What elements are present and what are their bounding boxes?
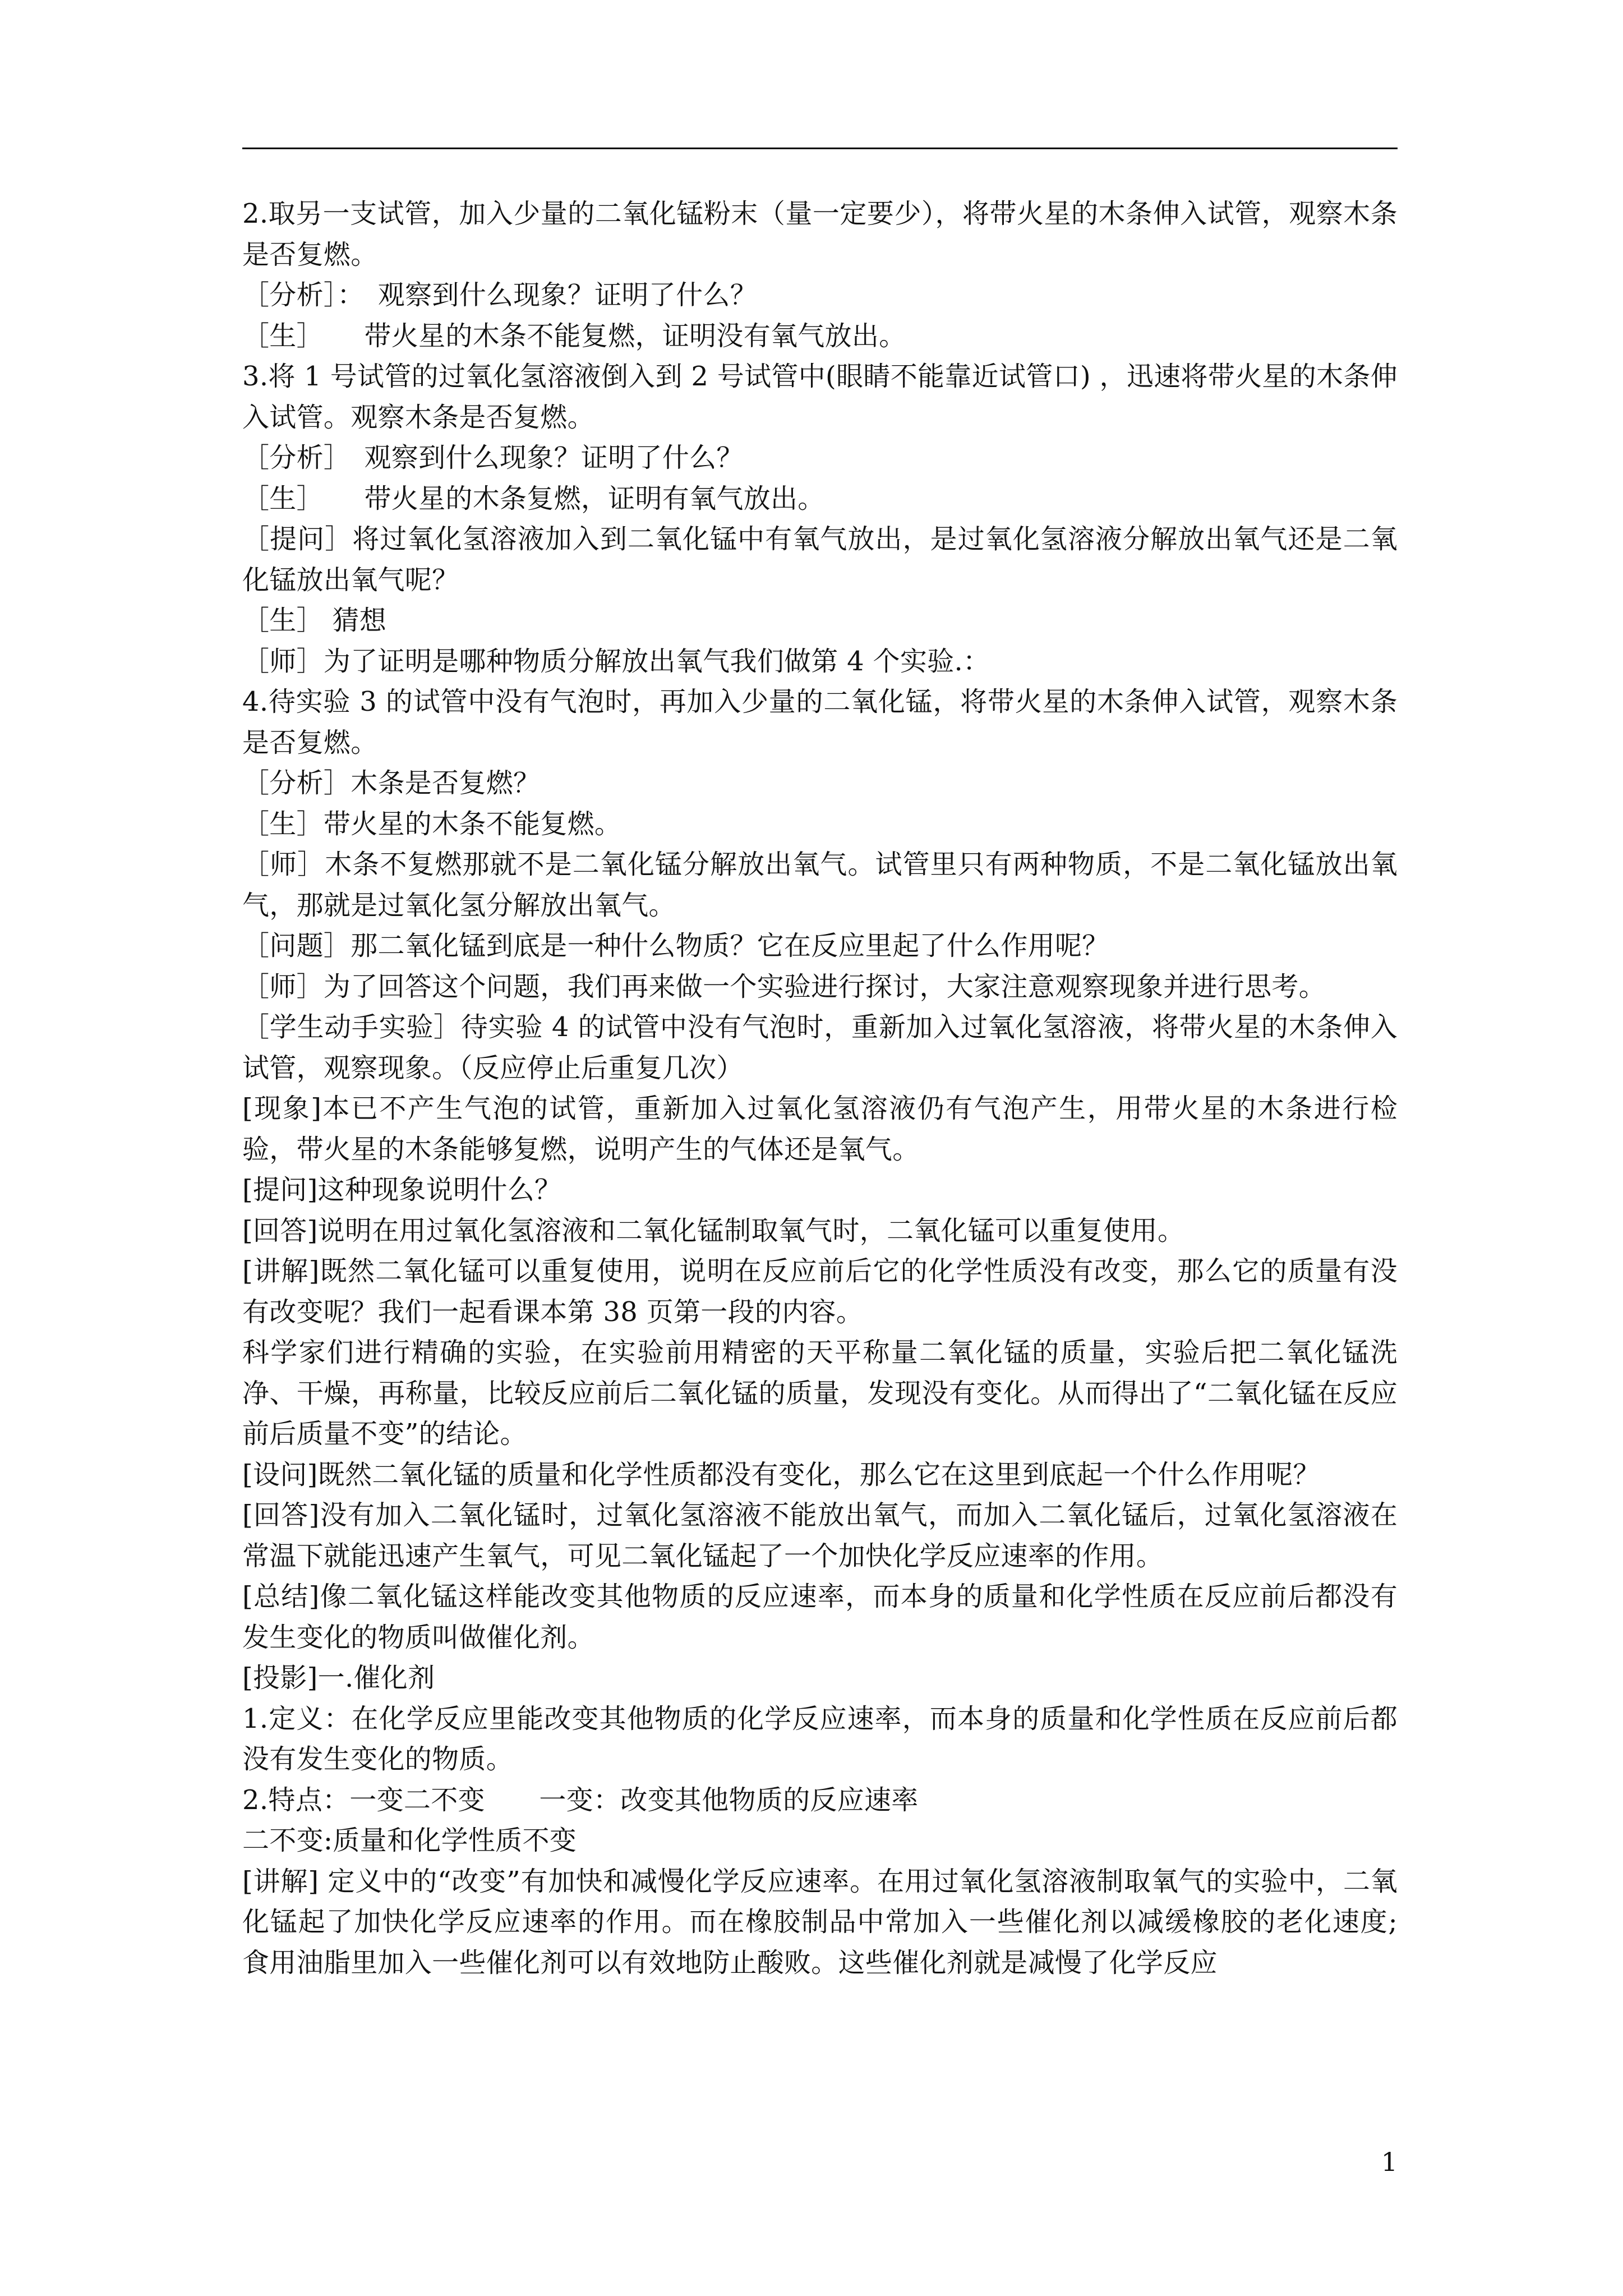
paragraph: ［生］ 带火星的木条复燃，证明有氧气放出。 [242, 482, 825, 514]
paragraph: ［生］带火星的木条不能复燃。 [242, 808, 622, 840]
paragraph: 2.特点：一变二不变 一变：改变其他物质的反应速率 [242, 1784, 919, 1816]
paragraph: [总结]像二氧化锰这样能改变其他物质的反应速率，而本身的质量和化学性质在反应前后都没有发生变化的物质叫做催化剂。 [242, 1581, 1398, 1653]
paragraph: ［师］为了证明是哪种物质分解放出氧气我们做第 4 个实验.： [242, 645, 990, 677]
paragraph: ［分析］木条是否复燃？ [242, 767, 541, 799]
paragraph: [现象]本已不产生气泡的试管，重新加入过氧化氢溶液仍有气泡产生，用带火星的木条进行检验，带火星的木条能够复燃，说明产生的气体还是氧气。 [242, 1093, 1398, 1165]
paragraph: ［提问］将过氧化氢溶液加入到二氧化锰中有氧气放出，是过氧化氢溶液分解放出氧气还是二氧化锰放出氧气呢？ [242, 523, 1398, 596]
paragraph: ［分析］ 观察到什么现象？证明了什么？ [242, 442, 744, 473]
page-number: 1 [1381, 2147, 1398, 2177]
paragraph: ［生］ 带火星的木条不能复燃，证明没有氧气放出。 [242, 320, 906, 352]
paragraph: [提问]这种现象说明什么？ [242, 1174, 562, 1205]
paragraph: ［师］为了回答这个问题，我们再来做一个实验进行探讨，大家注意观察现象并进行思考。 [242, 970, 1326, 1002]
paragraph: ［师］木条不复燃那就不是二氧化锰分解放出氧气。试管里只有两种物质，不是二氧化锰放出氧气，那就是过氧化氢分解放出氧气。 [242, 849, 1398, 921]
paragraph: 二不变:质量和化学性质不变 [242, 1825, 577, 1856]
paragraph: ［生］ 猜想 [242, 605, 387, 636]
document-body [242, 194, 1398, 1983]
paragraph: ［分析］： 观察到什么现象？证明了什么？ [242, 279, 758, 311]
paragraph: 2.取另一支试管，加入少量的二氧化锰粉末（量一定要少），将带火星的木条伸入试管，观察木条是否复燃。 [242, 198, 1398, 270]
paragraph: [设问]既然二氧化锰的质量和化学性质都没有变化，那么它在这里到底起一个什么作用呢？ [242, 1458, 1320, 1490]
paragraph: 1.定义：在化学反应里能改变其他物质的化学反应速率，而本身的质量和化学性质在反应前后都没有发生变化的物质。 [242, 1703, 1398, 1775]
paragraph: [讲解] 定义中的“改变”有加快和减慢化学反应速率。在用过氧化氢溶液制取氧气的实验中，二氧化锰起了加快化学反应速率的作用。而在橡胶制品中常加入一些催化剂以减缓橡胶的老化速度; 食用油脂里加入一些催化剂可以有效地防止酸败。这些催化剂就是减慢了化学反应 [242, 1865, 1398, 1978]
paragraph: [回答]说明在用过氧化氢溶液和二氧化锰制取氧气时，二氧化锰可以重复使用。 [242, 1214, 1185, 1246]
paragraph: 科学家们进行精确的实验，在实验前用精密的天平称量二氧化锰的质量，实验后把二氧化锰洗净、干燥，再称量，比较反应前后二氧化锰的质量，发现没有变化。从而得出了“二氧化锰在反应前后质量不变”的结论。 [242, 1337, 1398, 1450]
header-rule [242, 148, 1398, 149]
paragraph: [回答]没有加入二氧化锰时，过氧化氢溶液不能放出氧气，而加入二氧化锰后，过氧化氢溶液在常温下就能迅速产生氧气，可见二氧化锰起了一个加快化学反应速率的作用。 [242, 1499, 1398, 1572]
paragraph: [讲解]既然二氧化锰可以重复使用，说明在反应前后它的化学性质没有改变，那么它的质量有没有改变呢？我们一起看课本第 38 页第一段的内容。 [242, 1255, 1398, 1328]
paragraph: ［学生动手实验］待实验 4 的试管中没有气泡时，重新加入过氧化氢溶液，将带火星的木条伸入试管，观察现象。（反应停止后重复几次） [242, 1011, 1398, 1084]
paragraph: 3.将 1 号试管的过氧化氢溶液倒入到 2 号试管中(眼睛不能靠近试管口) ，迅速将带火星的木条伸入试管。观察木条是否复燃。 [242, 361, 1398, 433]
paragraph: 4.待实验 3 的试管中没有气泡时，再加入少量的二氧化锰，将带火星的木条伸入试管，观察木条是否复燃。 [242, 686, 1398, 758]
paragraph: ［问题］那二氧化锰到底是一种什么物质？它在反应里起了什么作用呢？ [242, 930, 1109, 961]
paragraph: [投影]一.催化剂 [242, 1662, 435, 1694]
